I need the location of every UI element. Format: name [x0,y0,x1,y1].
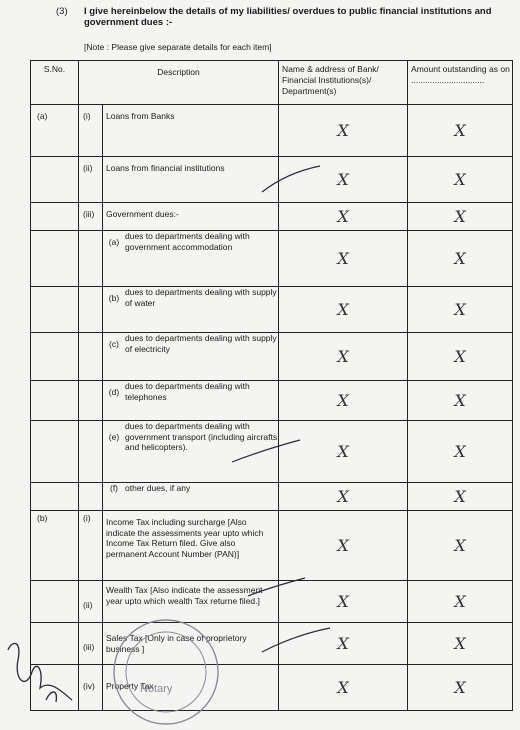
note-text: [Note : Please give separate details for each item] [84,42,272,52]
item-number: (iii) [79,203,103,231]
col-header-amount: Amount outstanding as on ............................... [408,61,513,105]
amount-cross-mark: X [408,623,513,665]
amount-cross-mark: X [408,483,513,511]
section-a-label: (a) [31,105,79,157]
item-number: (ii) [79,157,103,203]
declaration-heading: I give hereinbelow the details of my liabilities/ overdues to public financial institutions and government dues :- [84,6,492,28]
sub-item-description: dues to departments dealing with government transport (including aircrafts and helicopters). [125,421,278,452]
item-number: (3) [56,6,68,17]
name-cross-mark: X [279,623,408,665]
amount-cross-mark: X [408,105,513,157]
amount-cross-mark: X [408,157,513,203]
item-number: (ii) [79,581,103,623]
item-description: Property Tax [103,665,279,711]
name-cross-mark: X [279,581,408,623]
item-description: Loans from financial institutions [103,157,279,203]
col-header-sno: S.No. [31,61,79,105]
sub-item-description: dues to departments dealing with government accommodation [125,231,250,252]
name-cross-mark: X [279,105,408,157]
item-number: (iii) [79,623,103,665]
name-cross-mark: X [279,333,408,381]
name-cross-mark: X [279,381,408,421]
amount-cross-mark: X [408,203,513,231]
item-number: (iv) [79,665,103,711]
item-description: Government dues:- [103,203,279,231]
col-header-name-address: Name & address of Bank/ Financial Institutions(s)/ Department(s) [279,61,408,105]
name-cross-mark: X [279,483,408,511]
sub-item-description: other dues, if any [125,483,191,493]
item-number: (i) [79,105,103,157]
amount-cross-mark: X [408,381,513,421]
name-cross-mark: X [279,287,408,333]
name-cross-mark: X [279,665,408,711]
sub-item-letter: (f) [109,483,119,494]
liabilities-table [30,60,513,711]
section-b-label: (b) [31,511,79,581]
sub-item-letter: (c) [109,338,119,349]
name-cross-mark: X [279,421,408,483]
sub-item-letter: (e) [108,431,120,442]
amount-cross-mark: X [408,333,513,381]
item-description: Income Tax including surcharge [Also indicate the assessments year upto which Income Tax Return filed. Give also permanent Account Number (PAN)] [103,511,279,581]
amount-cross-mark: X [408,665,513,711]
name-cross-mark: X [279,157,408,203]
name-cross-mark: X [279,231,408,287]
amount-cross-mark: X [408,287,513,333]
sub-item-letter: (b) [108,292,120,303]
stamp-text: Notary [140,683,173,695]
name-cross-mark: X [279,203,408,231]
amount-cross-mark: X [408,231,513,287]
sub-item-description: dues to departments dealing with supply of water [125,287,277,308]
item-description: Wealth Tax [Also indicate the assessment year upto which wealth Tax returne filed.] [103,581,279,623]
item-description: Sales Tax [Only in case of proprietory business ] [103,623,279,665]
amount-cross-mark: X [408,421,513,483]
item-description: Loans from Banks [103,105,279,157]
sub-item-description: dues to departments dealing with supply of electricity [125,333,277,354]
name-cross-mark: X [279,511,408,581]
col-header-description: Description [79,61,279,105]
sub-item-description: dues to departments dealing with telephones [125,381,250,402]
sub-item-letter: (a) [108,236,120,247]
amount-cross-mark: X [408,511,513,581]
sub-item-letter: (d) [108,386,120,397]
item-number: (i) [79,511,103,581]
amount-cross-mark: X [408,581,513,623]
